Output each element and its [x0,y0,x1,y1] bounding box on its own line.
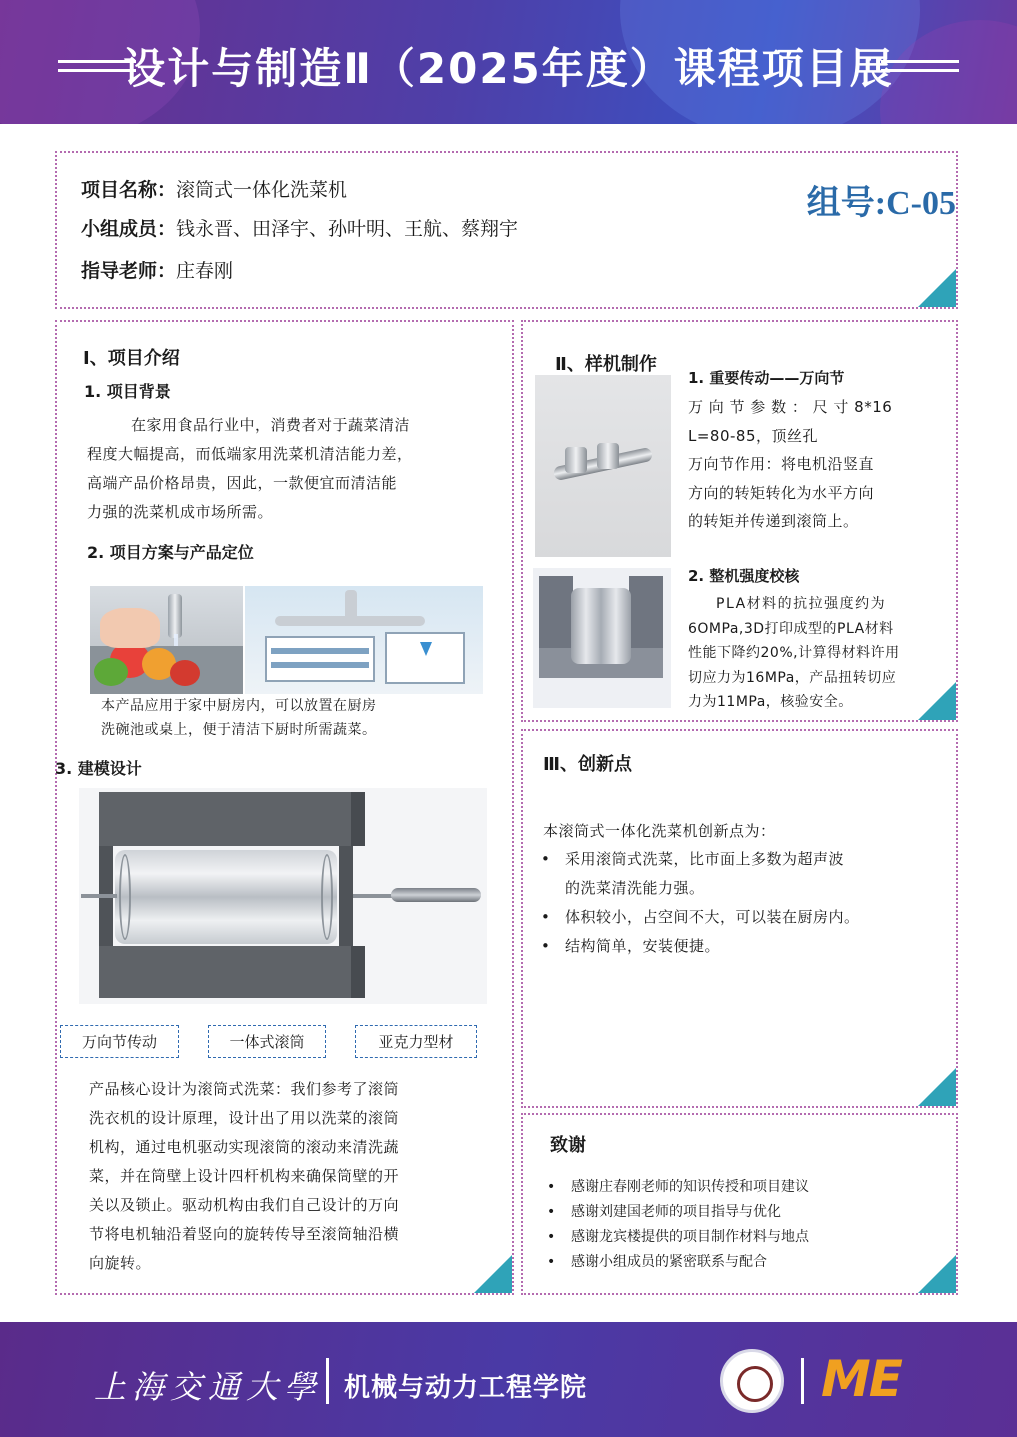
strength-line: PLA材料的抗拉强度约为 [716,596,887,612]
joint-line: 万 向 节 参 数 ： 尺 寸 8*16 [688,398,893,416]
joint-line: 的转矩并传递到滚筒上。 [688,512,859,530]
plan-line: 本产品应用于家中厨房内，可以放置在厨房 [101,698,377,714]
drum-model-render [79,788,487,1004]
joint-line: L=80-85，顶丝孔 [688,426,819,445]
project-name-line [81,175,347,202]
corner-triangle [918,682,956,720]
innovation-line: • 体积较小，占空间不大，可以装在厨房内。 [565,908,860,926]
tag-universal-joint: 万向节传动 [60,1025,179,1058]
model-line: 菜，并在筒壁上设计四杆机构来确保筒壁的开 [89,1167,400,1185]
strength-analysis-render [533,568,671,708]
thanks-item: • 感谢庄春刚老师的知识传授和项目建议 [543,1175,943,1200]
background-line: 在家用食品行业中，消费者对于蔬菜清洁 [131,416,411,434]
model-line: 关以及锁止。驱动机构由我们自己设计的万向 [89,1196,400,1214]
joint-line: 万向节作用：将电机沿竖直 [688,455,875,473]
thanks-section [521,1113,958,1295]
innovation-line: 的洗菜清洗能力强。 [565,879,705,897]
project-name-value: 滚筒式一体化洗菜机 [176,179,348,201]
background-heading: 1. 项目背景 [84,382,171,401]
poster-title: 设计与制造Ⅱ（2025年度）课程项目展 [123,44,894,93]
poster-footer [0,1322,1017,1437]
corner-triangle [918,269,956,307]
innovation-item [537,845,947,903]
poster-header [0,0,1017,124]
vegetable-washing-photo [90,586,243,694]
corner-triangle [918,1068,956,1106]
tag-integrated-drum: 一体式滚筒 [208,1025,326,1058]
teacher-label: 指导老师： [81,260,177,282]
corner-triangle [918,1255,956,1293]
thanks-item: • 感谢小组成员的紧密联系与配合 [543,1250,943,1275]
background-line: 高端产品价格昂贵，因此，一款便宜而清洁能 [87,474,398,492]
thanks-heading: 致谢 [550,1135,586,1156]
model-text [89,1075,499,1278]
model-line: 机构，通过电机驱动实现滚筒的滚动来清洗蔬 [89,1138,400,1156]
footer-divider [326,1358,329,1404]
universal-joint-photo [535,375,671,557]
teacher-value: 庄春刚 [176,260,234,282]
kitchen-render-image [245,586,483,694]
members-line [81,214,518,241]
members-value: 钱永晋、田泽宇、孙叶明、王航、蔡翔宇 [176,218,519,240]
joint-text [688,393,958,536]
strength-line: 性能下降约20%,计算得材料许用 [688,645,900,661]
model-line: 洗衣机的设计原理，设计出了用以洗菜的滚筒 [89,1109,400,1127]
innovation-line: • 采用滚筒式洗菜，比市面上多数为超声波 [565,850,845,868]
thanks-item: • 感谢刘建国老师的项目指导与优化 [543,1200,943,1225]
teacher-line [81,256,233,283]
strength-line: 切应力为16MPa，产品扭转切应 [688,669,897,686]
thanks-list [543,1175,943,1275]
innovation-intro: 本滚筒式一体化洗菜机创新点为： [543,822,776,840]
innovation-heading: Ⅲ、创新点 [543,754,633,775]
group-number: 组号:C-05 [806,185,956,222]
strength-heading: 2. 整机强度校核 [688,567,800,585]
plan-text [101,694,511,742]
school-name: 机械与动力工程学院 [344,1373,588,1403]
plan-heading: 2. 项目方案与产品定位 [87,543,254,562]
innovation-line: • 结构简单，安装便捷。 [565,937,721,955]
me-logo: ME [821,1350,901,1408]
thanks-item: • 感谢龙宾楼提供的项目制作材料与地点 [543,1225,943,1250]
innovation-item [537,903,947,932]
prototype-heading: Ⅱ、样机制作 [555,354,657,375]
university-seal-icon [720,1349,784,1413]
corner-triangle [474,1255,512,1293]
model-line: 向旋转。 [89,1254,152,1272]
intro-heading: Ⅰ、项目介绍 [83,348,180,369]
model-line: 节将电机轴沿着竖向的旋转传导至滚筒轴沿横 [89,1225,400,1243]
project-name-label: 项目名称： [81,179,177,201]
background-line: 力强的洗菜机成市场所需。 [87,503,274,521]
joint-line: 方向的转矩转化为水平方向 [688,483,875,502]
joint-heading: 1. 重要传动——万向节 [688,369,845,387]
innovation-item [537,932,947,961]
model-line: 产品核心设计为滚筒式洗菜：我们参考了滚筒 [89,1080,400,1098]
background-text [87,411,507,527]
strength-line: 力为11MPa，核验安全。 [688,694,853,710]
members-label: 小组成员： [81,218,177,240]
strength-line: 6OMPa,3D打印成型的PLA材料 [688,620,894,637]
background-line: 程度大幅提高，而低端家用洗菜机清洁能力差， [87,445,413,463]
model-heading: 3. 建模设计 [55,759,142,778]
university-name: 上海交通大學 [94,1368,323,1406]
prototype-section [521,320,958,722]
tag-acrylic-profile: 亚克力型材 [355,1025,477,1058]
project-info-box [55,151,958,309]
plan-line: 洗碗池或桌上，便于清洁下厨时所需蔬菜。 [101,722,377,738]
footer-divider [801,1358,804,1404]
innovation-list [537,845,947,961]
intro-section [55,320,514,1295]
innovation-section [521,729,958,1108]
